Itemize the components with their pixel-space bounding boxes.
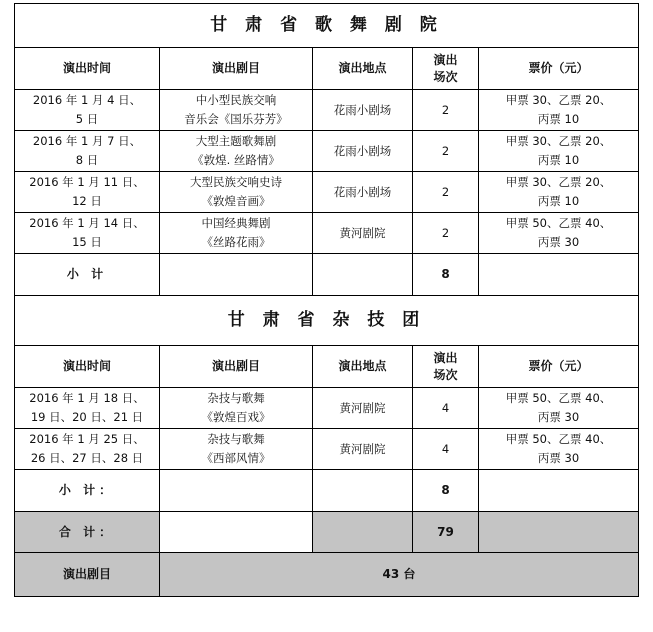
cell-price: 甲票 50、乙票 40、 丙票 30 [479, 429, 639, 470]
cell-count: 2 [413, 172, 479, 213]
header-date: 演出时间 [15, 48, 160, 90]
header-date: 演出时间 [15, 346, 160, 388]
section1-subtotal-row [15, 254, 639, 296]
header-program: 演出剧目 [160, 346, 313, 388]
section2-title-row [15, 296, 639, 346]
section2-subtotal-row [15, 470, 639, 512]
cell-program: 杂技与歌舞 《西部风情》 [160, 429, 313, 470]
cell-count: 4 [413, 429, 479, 470]
cell-price: 甲票 30、乙票 20、 丙票 10 [479, 172, 639, 213]
cell-count: 2 [413, 213, 479, 254]
cell-price: 甲票 50、乙票 40、 丙票 30 [479, 388, 639, 429]
footer-label: 演出剧目 [15, 553, 160, 597]
table-row [15, 172, 639, 213]
empty-cell [160, 512, 313, 553]
empty-cell [479, 254, 639, 296]
cell-date: 2016 年 1 月 7 日、 8 日 [15, 131, 160, 172]
subtotal-value: 8 [413, 470, 479, 512]
total-label: 合 计： [15, 512, 160, 553]
footer-value: 43 台 [160, 553, 639, 597]
table-row [15, 131, 639, 172]
cell-program: 大型民族交响史诗 《敦煌音画》 [160, 172, 313, 213]
cell-date: 2016 年 1 月 18 日、 19 日、20 日、21 日 [15, 388, 160, 429]
subtotal-label: 小 计： [15, 470, 160, 512]
empty-cell [313, 470, 413, 512]
header-price: 票价（元） [479, 48, 639, 90]
performance-schedule-table [14, 3, 639, 597]
header-venue: 演出地点 [313, 48, 413, 90]
cell-price: 甲票 30、乙票 20、 丙票 10 [479, 90, 639, 131]
header-price: 票价（元） [479, 346, 639, 388]
cell-program: 中小型民族交响 音乐会《国乐芬芳》 [160, 90, 313, 131]
cell-date: 2016 年 1 月 25 日、 26 日、27 日、28 日 [15, 429, 160, 470]
header-venue: 演出地点 [313, 346, 413, 388]
cell-count: 2 [413, 131, 479, 172]
empty-cell [160, 470, 313, 512]
section1-header-row [15, 48, 639, 90]
cell-date: 2016 年 1 月 14 日、 15 日 [15, 213, 160, 254]
cell-price: 甲票 50、乙票 40、 丙票 30 [479, 213, 639, 254]
header-count: 演出 场次 [413, 346, 479, 388]
subtotal-label: 小 计 [15, 254, 160, 296]
empty-cell [479, 470, 639, 512]
section2-title: 甘 肃 省 杂 技 团 [15, 296, 639, 346]
cell-program: 中国经典舞剧 《丝路花雨》 [160, 213, 313, 254]
header-count: 演出 场次 [413, 48, 479, 90]
cell-program: 大型主题歌舞剧 《敦煌. 丝路情》 [160, 131, 313, 172]
footer-row [15, 553, 639, 597]
total-value: 79 [413, 512, 479, 553]
empty-cell [313, 254, 413, 296]
cell-program: 杂技与歌舞 《敦煌百戏》 [160, 388, 313, 429]
table-row [15, 429, 639, 470]
table-row [15, 213, 639, 254]
cell-price: 甲票 30、乙票 20、 丙票 10 [479, 131, 639, 172]
cell-venue: 花雨小剧场 [313, 90, 413, 131]
cell-venue: 黄河剧院 [313, 213, 413, 254]
cell-date: 2016 年 1 月 11 日、 12 日 [15, 172, 160, 213]
empty-cell [160, 254, 313, 296]
subtotal-value: 8 [413, 254, 479, 296]
cell-venue: 花雨小剧场 [313, 131, 413, 172]
empty-cell [313, 512, 413, 553]
cell-count: 2 [413, 90, 479, 131]
section1-title: 甘 肃 省 歌 舞 剧 院 [15, 4, 639, 48]
table-row [15, 90, 639, 131]
total-row [15, 512, 639, 553]
cell-venue: 花雨小剧场 [313, 172, 413, 213]
cell-count: 4 [413, 388, 479, 429]
header-program: 演出剧目 [160, 48, 313, 90]
cell-venue: 黄河剧院 [313, 429, 413, 470]
empty-cell [479, 512, 639, 553]
table-row [15, 388, 639, 429]
cell-venue: 黄河剧院 [313, 388, 413, 429]
section2-header-row [15, 346, 639, 388]
section1-title-row [15, 4, 639, 48]
cell-date: 2016 年 1 月 4 日、 5 日 [15, 90, 160, 131]
